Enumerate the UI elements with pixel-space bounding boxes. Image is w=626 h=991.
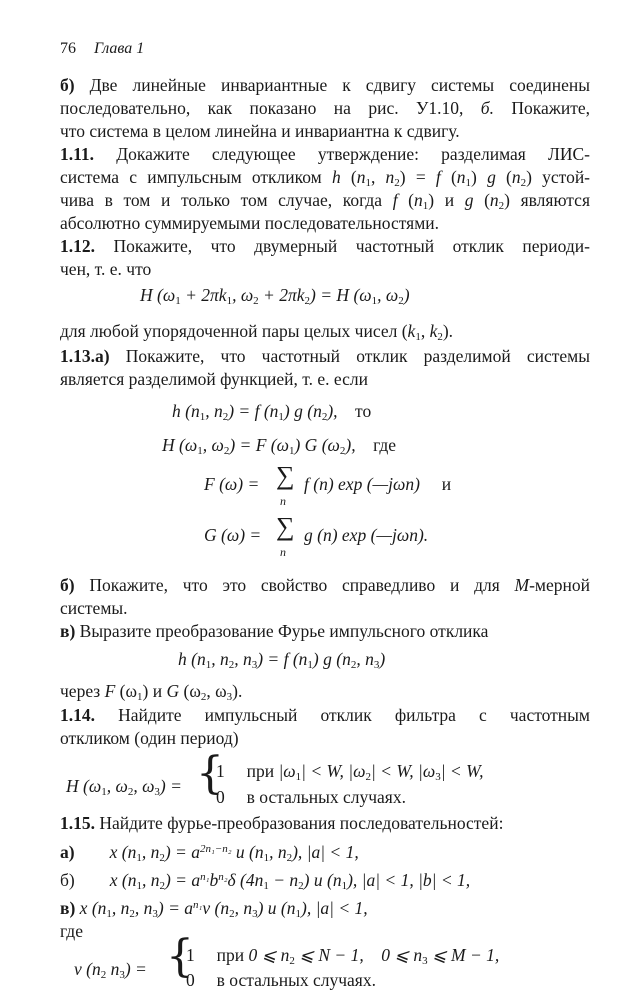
brace-symbol: {: [196, 748, 224, 799]
sum-symbol: ∑: [276, 512, 295, 541]
text-line: системы.: [60, 598, 128, 618]
equation-periodicity: H ($\omega_1 + 2\pi k_1$, $\omega_2 + 2\pi k_2) = H$ ($\omega_1$, $\omega_2$): [140, 285, 410, 307]
equation-1-15-c: в) x ($n_1$, $n_2$, $n_3) = a^{n_1}v$ ($n_2$, $n_3$) u $(n_1)$, |a| < 1,: [60, 898, 368, 920]
text-line: что система в целом линейна и инвариантна к сдвигу.: [60, 121, 460, 141]
problem-1-12-heading: 1.12. Покажите, что двумерный частотный отклик периоди-: [60, 236, 590, 256]
text-line: в) Выразите преобразование Фурье импульсного отклика: [60, 621, 489, 641]
equation-v-case1: 1 при 0 ⩽ $n_2$ ⩽ N − 1, 0 ⩽ $n_3$ ⩽ M − 1,: [186, 945, 500, 967]
problem-1-13-heading: 1.13.а) Покажите, что частотный отклик разделимой системы: [60, 346, 590, 366]
equation-separable-H: H ($\omega_1$, $\omega_2) = F$ $(\omega_1)$ G $(\omega_2)$, где: [162, 435, 397, 457]
text-line: чен, т. е. что: [60, 259, 152, 279]
equation-H3-case2: 0 в остальных случаях.: [216, 787, 406, 807]
sum-index: n: [280, 494, 286, 508]
brace-symbol: {: [166, 931, 194, 982]
equation-3d-impulse: h ($n_1$, $n_2$, $n_3) = f$ $(n_1)$ g ($n_2$, $n_3$): [178, 649, 386, 671]
equation-separable-h: h ($n_1$, $n_2) = f$ $(n_1)$ g $(n_2)$, то: [172, 401, 372, 423]
equation-H3-case1: 1 при $|\omega_1| < W$, $|\omega_2| < W$, $|\omega_3| < W$,: [216, 761, 484, 783]
text-line: через F $(\omega_1)$ и G ($\omega_2$, $\omega_3$).: [60, 681, 243, 703]
text-line: откликом (один период): [60, 728, 239, 748]
text-line: где: [60, 921, 83, 941]
text-line: чива в том и только том случае, когда f $(n_1)$ и g $(n_2)$ являются: [60, 190, 590, 212]
equation-v-case2: 0 в остальных случаях.: [186, 970, 376, 990]
text-line: является разделимой функцией, т. е. если: [60, 369, 368, 389]
page-header: [60, 38, 144, 60]
equation-F-lhs: F (ω) =: [204, 474, 260, 494]
chapter-title: Глава 1: [94, 40, 145, 57]
sum-index: n: [280, 545, 286, 559]
page-number: 76: [60, 40, 76, 57]
text-line: б) Покажите, что это свойство справедливо и для М-мерной: [60, 575, 590, 595]
equation-F-rhs: f (n) exp (—jωn) и: [304, 474, 452, 494]
text-line: абсолютно суммируемыми последовательностями.: [60, 213, 440, 233]
text-line: последовательно, как показано на рис. У1.10, б. Покажите,: [60, 98, 591, 118]
sum-symbol: ∑: [276, 461, 295, 490]
equation-G-rhs: g (n) exp (—jωn).: [304, 525, 429, 545]
text-line: б) Две линейные инвариантные к сдвигу системы соединены: [60, 75, 590, 95]
problem-1-14-heading: 1.14. Найдите импульсный отклик фильтра с частотным: [60, 705, 590, 725]
equation-G-lhs: G (ω) =: [204, 525, 262, 545]
text-line: система с импульсным откликом h ($n_1$, $n_2) = f$ $(n_1)$ g $(n_2)$ устой-: [60, 167, 591, 189]
problem-1-11-heading: 1.11. Докажите следующее утверждение: разделимая ЛИС-: [60, 144, 590, 164]
equation-1-15-a: а) x ($n_1$, $n_2) = a^{2n_1-n_2}$ u ($n_1$, $n_2$), |a| < 1,: [60, 842, 359, 864]
equation-v-lhs: v ($n_2$ $n_3$) =: [74, 959, 147, 981]
problem-1-15-heading: 1.15. Найдите фурье-преобразования последовательностей:: [60, 813, 504, 833]
equation-1-15-b: б) x ($n_1$, $n_2) = a^{n_1}b^{n_2}\delta$ $(4n_1 - n_2)$ u $(n_1)$, |a| < 1, |b| < 1,: [60, 870, 471, 892]
text-line: для любой упорядоченной пары целых чисел ($k_1$, $k_2$).: [60, 321, 454, 343]
equation-H3-lhs: H ($\omega_1$, $\omega_2$, $\omega_3$) =: [66, 776, 182, 798]
